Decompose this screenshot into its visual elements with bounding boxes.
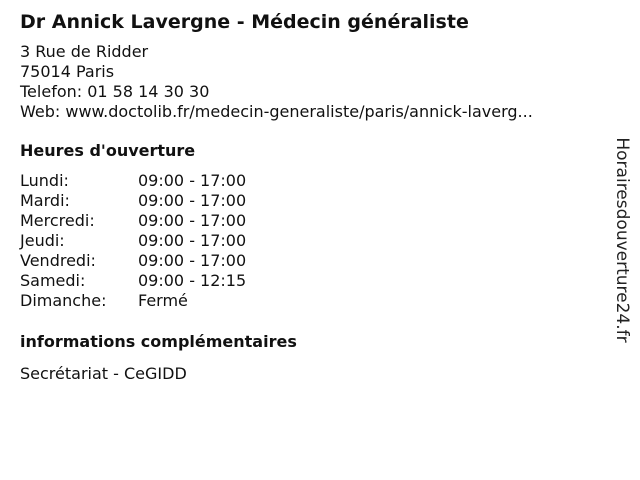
phone-line[interactable]: Telefon: 01 58 14 30 30 — [20, 82, 210, 101]
time-value: 09:00 - 17:00 — [138, 251, 247, 270]
day-label: Mercredi: — [20, 211, 95, 230]
day-label: Lundi: — [20, 171, 69, 190]
hours-row-monday — [20, 171, 600, 191]
day-label: Mardi: — [20, 191, 70, 210]
time-value: 09:00 - 12:15 — [138, 271, 247, 290]
business-card — [20, 8, 600, 384]
hours-row-thursday — [20, 231, 600, 251]
hours-row-tuesday — [20, 191, 600, 211]
hours-row-sunday — [20, 291, 600, 311]
address-block — [20, 42, 600, 122]
opening-hours-table — [20, 171, 600, 311]
hours-row-friday — [20, 251, 600, 271]
time-value: 09:00 - 17:00 — [138, 231, 247, 250]
hours-row-saturday — [20, 271, 600, 291]
street-address: 3 Rue de Ridder — [20, 42, 149, 61]
opening-hours-heading: Heures d'ouverture — [20, 141, 196, 160]
day-label: Vendredi: — [20, 251, 96, 270]
additional-info-heading: informations complémentaires — [20, 332, 297, 351]
time-value: 09:00 - 17:00 — [138, 191, 247, 210]
business-title: Dr Annick Lavergne - Médecin généraliste — [20, 11, 469, 33]
vertical-brand-watermark: Horairesdouverture24.fr — [612, 137, 632, 343]
day-label: Jeudi: — [20, 231, 65, 250]
additional-info-text: Secrétariat - CeGIDD — [20, 364, 187, 383]
hours-row-wednesday — [20, 211, 600, 231]
time-value: 09:00 - 17:00 — [138, 211, 247, 230]
time-value: 09:00 - 17:00 — [138, 171, 247, 190]
time-value: Fermé — [138, 291, 188, 310]
day-label: Dimanche: — [20, 291, 107, 310]
day-label: Samedi: — [20, 271, 86, 290]
website-line[interactable]: Web: www.doctolib.fr/medecin-generaliste/paris/annick-laverg... — [20, 102, 533, 121]
city-postcode: 75014 Paris — [20, 62, 115, 81]
